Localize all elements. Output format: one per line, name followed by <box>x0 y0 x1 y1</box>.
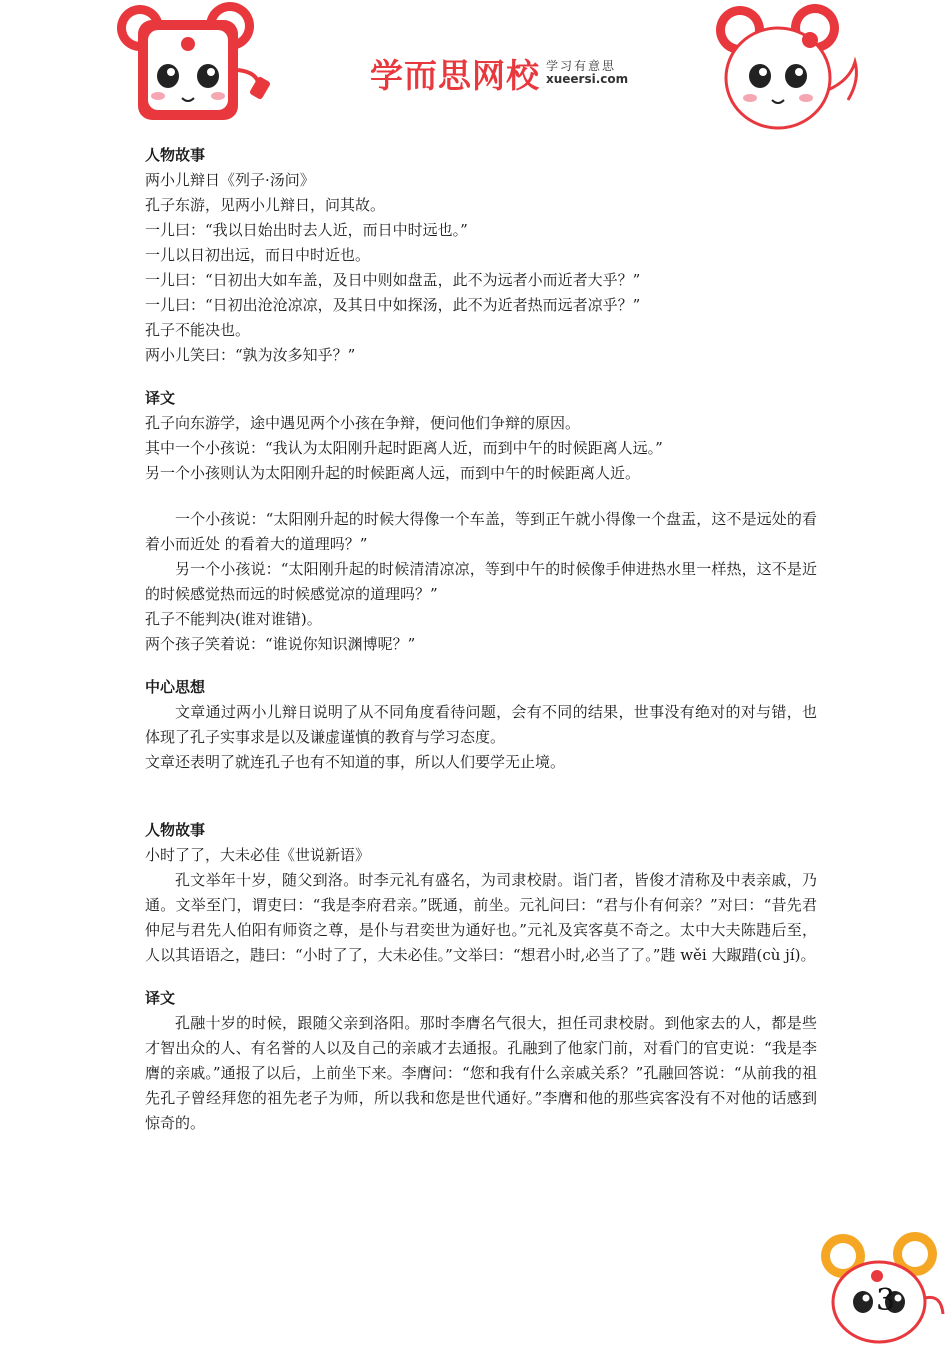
text-line: 孔子不能判决(谁对谁错)。 <box>145 610 322 628</box>
text-line: 一儿曰：“日初出沧沧凉凉，及其日中如探汤，此不为近者热而远者凉乎？” <box>145 296 641 314</box>
text-paragraph: 孔融十岁的时候，跟随父亲到洛阳。那时李膺名气很大，担任司隶校尉。到他家去的人，都是些才智出众的人、有名誉的人以及自己的亲戚才去通报。孔融到了他家门前，对看门的官吏说：“我是李膺的亲戚。”通报了以后，上前坐下来。李膺问：“您和我有什么亲戚关系？”孔融回答说：“从前我的祖先孔子曾经拜您的祖先老子为师，所以我和您是世代通好。”李膺和他的那些宾客没有不对他的话感到惊奇的。 <box>145 1014 817 1132</box>
page-number: 3 <box>876 1283 896 1318</box>
logo-side <box>546 60 628 85</box>
logo-url: xueersi.com <box>546 72 629 86</box>
text-line: 两小儿笑曰：“孰为汝多知乎？” <box>145 346 356 364</box>
text-paragraph: 另一个小孩说：“太阳刚升起的时候清清凉凉，等到中午的时候像手伸进热水里一样热，这不是近的时候感觉热而远的时候感觉凉的道理吗？” <box>145 560 817 603</box>
text-line: 两小儿辩日《列子·汤问》 <box>145 171 315 189</box>
text-line: 两个孩子笑着说：“谁说你知识渊博呢？” <box>145 635 416 653</box>
header-logo <box>370 48 628 98</box>
text-line: 孔子不能决也。 <box>145 321 251 339</box>
text-line: 一儿曰：“我以日始出时去人近，而日中时远也。” <box>145 221 468 239</box>
text-line: 文章还表明了就连孔子也有不知道的事，所以人们要学无止境。 <box>145 753 566 771</box>
section-heading: 中心思想 <box>145 678 206 696</box>
text-paragraph: 文章通过两小儿辩日说明了从不同角度看待问题，会有不同的结果，世事没有绝对的对与错，也体现了孔子实事求是以及谦虚谨慎的教育与学习态度。 <box>145 703 817 746</box>
document-body <box>145 143 817 1136</box>
mouse-mascot-right-icon <box>710 0 870 135</box>
text-line: 另一个小孩则认为太阳刚升起的时候距离人远，而到中午的时候距离人近。 <box>145 464 641 482</box>
text-paragraph: 一个小孩说：“太阳刚升起的时候大得像一个车盖，等到正午就小得像一个盘盂，这不是远处的看着小而近处 的看着大的道理吗？” <box>145 510 817 553</box>
text-line: 小时了了，大未必佳《世说新语》 <box>145 846 371 864</box>
text-paragraph: 孔文举年十岁，随父到洛。时李元礼有盛名，为司隶校尉。诣门者，皆俊才清称及中表亲戚，乃通。文举至门，谓吏曰：“我是李府君亲。”既通，前坐。元礼问曰：“君与仆有何亲？”对曰：“昔先君仲尼与君先人伯阳有师资之尊，是仆与君奕世为通好也。”元礼及宾客莫不奇之。太中大夫陈韪后至，人以其语语之，韪曰：“小时了了，大未必佳。”文举曰：“想君小时,必当了了。”韪 wěi 大踧踖(cù jí)。 <box>145 871 817 964</box>
text-line: 孔子向东游学，途中遇见两个小孩在争辩，便问他们争辩的原因。 <box>145 414 581 432</box>
logo-slogan: 学习有意思 <box>546 59 617 74</box>
section-heading: 译文 <box>145 389 176 407</box>
logo-text: 学而思网校 <box>370 55 540 95</box>
section-heading: 译文 <box>145 989 176 1007</box>
text-line: 其中一个小孩说：“我认为太阳刚升起时距离人近，而到中午的时候距离人远。” <box>145 439 663 457</box>
section-heading: 人物故事 <box>145 146 206 164</box>
section-heading: 人物故事 <box>145 821 206 839</box>
text-line: 一儿曰：“日初出大如车盖，及日中则如盘盂，此不为远者小而近者大乎？” <box>145 271 641 289</box>
text-line: 孔子东游，见两小儿辩日，问其故。 <box>145 196 386 214</box>
text-line: 一儿以日初出远，而日中时近也。 <box>145 246 371 264</box>
mouse-mascot-left-icon <box>110 0 280 135</box>
